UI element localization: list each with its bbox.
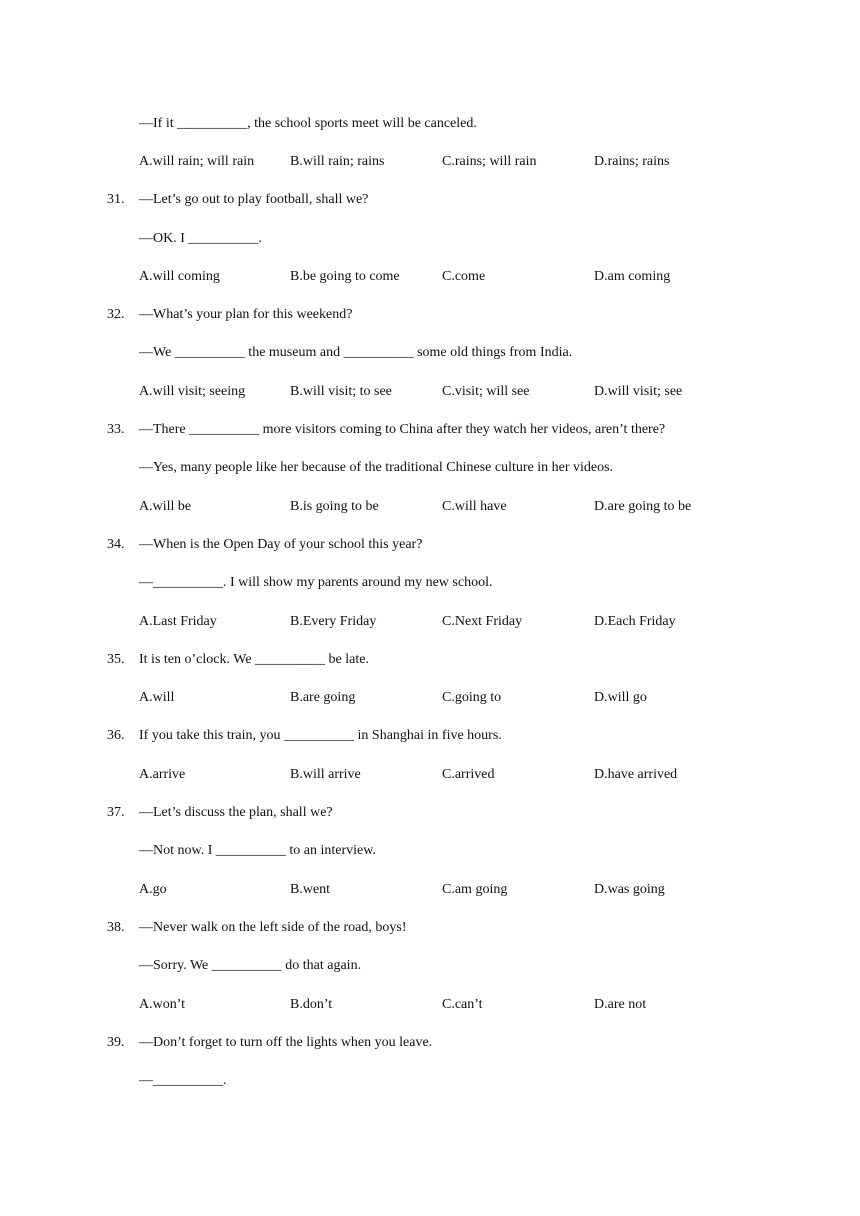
question-text: —What’s your plan for this weekend? (139, 307, 353, 322)
option-b: B.will rain; rains (290, 154, 385, 169)
question-number: 32. (107, 307, 125, 322)
option-c: C.rains; will rain (442, 154, 537, 169)
option-b: B.will visit; to see (290, 384, 392, 399)
question-text: —There __________ more visitors coming to China after they watch her videos, aren’t there? (139, 422, 666, 437)
option-d: D.will visit; see (594, 384, 683, 399)
option-b: B.are going (290, 690, 356, 705)
question-text: —Not now. I __________ to an interview. (139, 843, 376, 858)
option-b: B.be going to come (290, 269, 400, 284)
option-c: C.visit; will see (442, 384, 530, 399)
question-number: 35. (107, 652, 125, 667)
option-c: C.arrived (442, 767, 495, 782)
question-text: —OK. I __________. (139, 231, 262, 246)
question-text: —Never walk on the left side of the road, boys! (139, 920, 407, 935)
option-a: A.will be (139, 499, 192, 514)
option-c: C.am going (442, 882, 508, 897)
option-a: A.Last Friday (139, 614, 217, 629)
question-text: —Let’s discuss the plan, shall we? (139, 805, 333, 820)
question-number: 34. (107, 537, 125, 552)
question-text: It is ten o’clock. We __________ be late. (139, 652, 369, 667)
option-b: B.Every Friday (290, 614, 377, 629)
question-text: —Yes, many people like her because of the traditional Chinese culture in her videos. (139, 460, 614, 475)
question-text: —When is the Open Day of your school this year? (139, 537, 423, 552)
option-a: A.will (139, 690, 175, 705)
question-text: —Let’s go out to play football, shall we? (139, 192, 369, 207)
option-d: D.Each Friday (594, 614, 676, 629)
option-b: B.don’t (290, 997, 333, 1012)
question-number: 38. (107, 920, 125, 935)
question-text: If you take this train, you __________ in Shanghai in five hours. (139, 728, 502, 743)
option-b: B.is going to be (290, 499, 379, 514)
option-a: A.go (139, 882, 167, 897)
question-text: —If it __________, the school sports meet will be canceled. (139, 116, 477, 131)
option-b: B.will arrive (290, 767, 361, 782)
option-b: B.went (290, 882, 331, 897)
question-text: —Sorry. We __________ do that again. (139, 958, 362, 973)
option-c: C.going to (442, 690, 502, 705)
option-a: A.will coming (139, 269, 220, 284)
option-c: C.come (442, 269, 486, 284)
question-text: —Don’t forget to turn off the lights when you leave. (139, 1035, 433, 1050)
option-a: A.won’t (139, 997, 186, 1012)
option-a: A.will rain; will rain (139, 154, 255, 169)
option-d: D.are going to be (594, 499, 692, 514)
question-number: 33. (107, 422, 125, 437)
option-d: D.am coming (594, 269, 671, 284)
question-number: 36. (107, 728, 125, 743)
option-a: A.will visit; seeing (139, 384, 246, 399)
option-d: D.are not (594, 997, 647, 1012)
option-a: A.arrive (139, 767, 186, 782)
question-number: 31. (107, 192, 125, 207)
question-number: 39. (107, 1035, 125, 1050)
option-c: C.can’t (442, 997, 483, 1012)
question-text: —We __________ the museum and __________ some old things from India. (139, 345, 573, 360)
option-d: D.rains; rains (594, 154, 670, 169)
question-text: —__________. (139, 1073, 227, 1088)
option-c: C.will have (442, 499, 507, 514)
question-number: 37. (107, 805, 125, 820)
question-text: —__________. I will show my parents around my new school. (139, 575, 493, 590)
option-d: D.was going (594, 882, 665, 897)
option-c: C.Next Friday (442, 614, 523, 629)
option-d: D.have arrived (594, 767, 678, 782)
option-d: D.will go (594, 690, 647, 705)
